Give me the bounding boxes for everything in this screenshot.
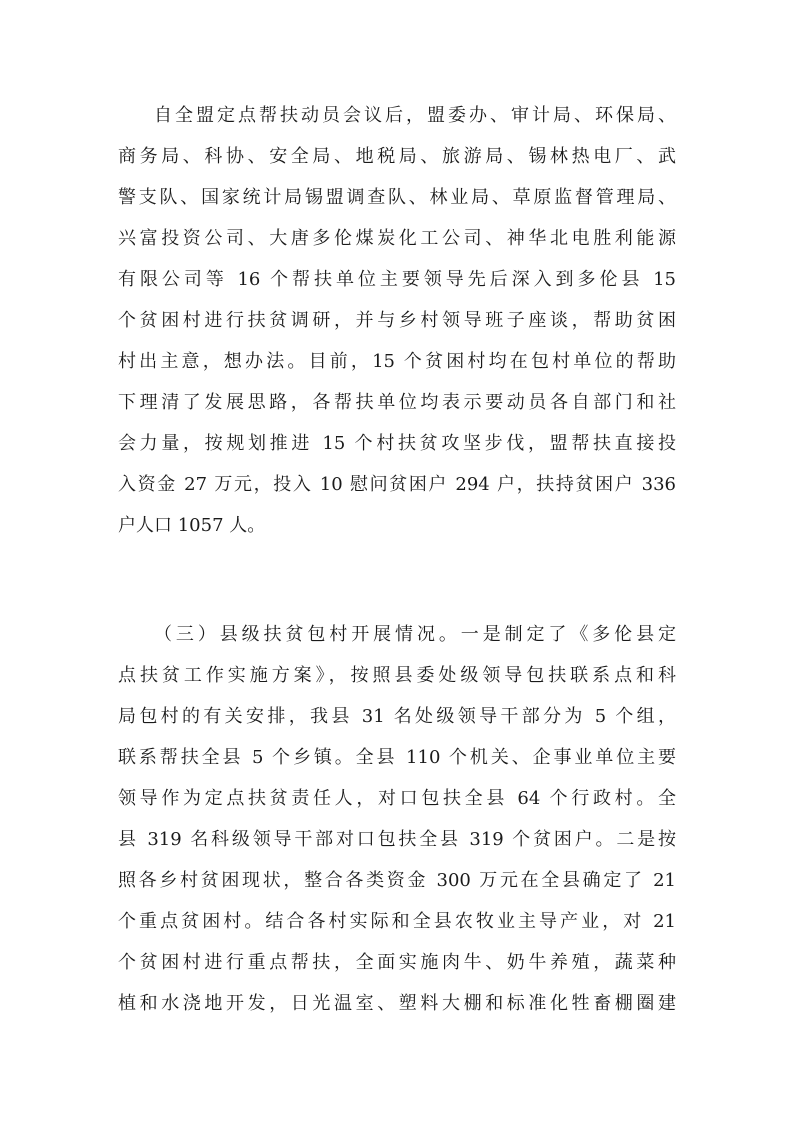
paragraph-line: 点扶贫工作实施方案》，按照县委处级领导包扶联系点和科 bbox=[118, 665, 676, 686]
paragraph-line: 个贫困村进行重点帮扶，全面实施肉牛、奶牛养殖，蔬菜种 bbox=[118, 952, 676, 973]
paragraph-line: 照各乡村贫困现状，整合各类资金 300 万元在全县确定了 21 bbox=[118, 870, 676, 891]
paragraph-line: 会力量，按规划推进 15 个村扶贫攻坚步伐，盟帮扶直接投 bbox=[118, 433, 676, 454]
paragraph-line: 自全盟定点帮扶动员会议后，盟委办、审计局、环保局、 bbox=[154, 105, 676, 126]
paragraph-line: 植和水浇地开发，日光温室、塑料大棚和标准化牲畜棚圈建 bbox=[118, 993, 676, 1014]
paragraph-line: 商务局、科协、安全局、地税局、旅游局、锡林热电厂、武 bbox=[118, 146, 676, 167]
paragraph-line: 警支队、国家统计局锡盟调查队、林业局、草原监督管理局、 bbox=[118, 187, 676, 208]
paragraph-line: 户人口 1057 人。 bbox=[118, 515, 266, 536]
paragraph-line: 入资金 27 万元，投入 10 慰问贫困户 294 户，扶持贫困户 336 bbox=[118, 474, 676, 495]
paragraph-line: （三）县级扶贫包村开展情况。一是制定了《多伦县定 bbox=[154, 624, 676, 645]
paragraph-line: 局包村的有关安排，我县 31 名处级领导干部分为 5 个组， bbox=[118, 706, 676, 727]
paragraph-line: 下理清了发展思路，各帮扶单位均表示要动员各自部门和社 bbox=[118, 392, 676, 413]
paragraph-line: 兴富投资公司、大唐多伦煤炭化工公司、神华北电胜利能源 bbox=[118, 228, 676, 249]
paragraph-line: 联系帮扶全县 5 个乡镇。全县 110 个机关、企事业单位主要 bbox=[118, 747, 676, 768]
paragraph-line: 村出主意，想办法。目前，15 个贫困村均在包村单位的帮助 bbox=[118, 351, 676, 372]
paragraph-line: 个重点贫困村。结合各村实际和全县农牧业主导产业，对 21 bbox=[118, 911, 676, 932]
paragraph-line: 县 319 名科级领导干部对口包扶全县 319 个贫困户。二是按 bbox=[118, 829, 676, 850]
paragraph-line: 领导作为定点扶贫责任人，对口包扶全县 64 个行政村。全 bbox=[118, 788, 676, 809]
paragraph-line: 个贫困村进行扶贫调研，并与乡村领导班子座谈，帮助贫困 bbox=[118, 310, 676, 331]
paragraph-line: 有限公司等 16 个帮扶单位主要领导先后深入到多伦县 15 bbox=[118, 269, 676, 290]
